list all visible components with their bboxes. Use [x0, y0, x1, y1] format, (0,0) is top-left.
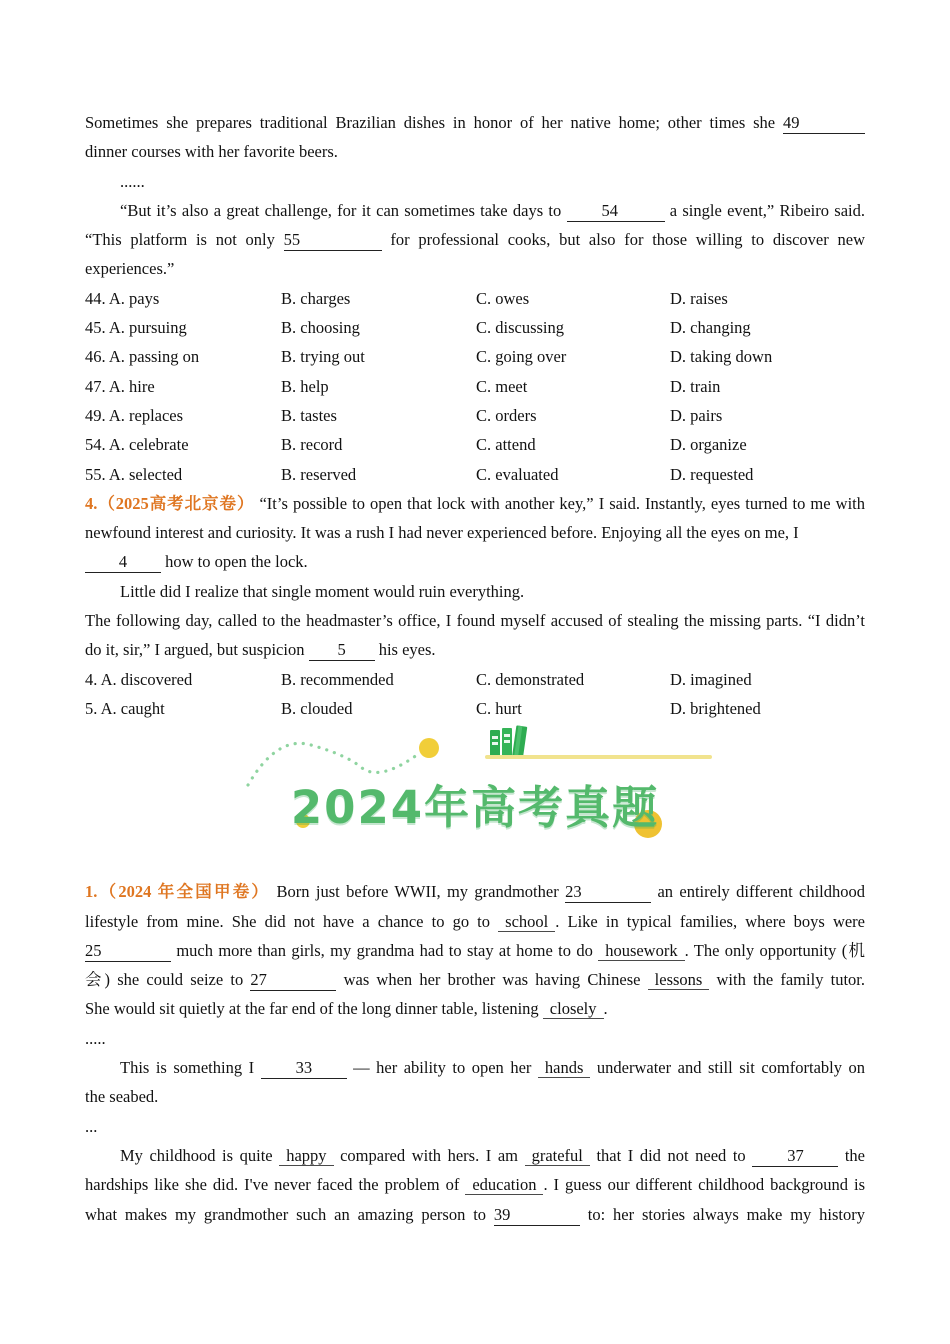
text-run: newfound interest and curiosity. It was a rush I had never experienced before. Enjoying all the eyes on me, I	[85, 523, 799, 543]
text-run: with the family tutor.	[709, 970, 865, 990]
document-body	[85, 108, 865, 1229]
text-line	[85, 606, 865, 635]
text-line	[85, 1053, 865, 1082]
text-line	[85, 877, 865, 906]
blank-23: 23	[565, 880, 651, 903]
option-cell: B. choosing	[281, 318, 360, 338]
text-run: . I guess our different childhood background is	[543, 1175, 865, 1195]
highlight-line	[485, 755, 712, 759]
option-cell: B. tastes	[281, 405, 337, 425]
text-run: underwater and still sit comfortably on	[590, 1058, 865, 1078]
blank-54: 54	[567, 199, 665, 222]
option-cell: D. raises	[670, 288, 728, 308]
text-run: an entirely different childhood	[651, 882, 865, 902]
text-line	[85, 577, 865, 606]
blank-37: 37	[752, 1144, 838, 1167]
text-run: hardships like she did. I've never faced the problem of	[85, 1175, 466, 1195]
text-line	[85, 108, 865, 137]
text-run: how to open the lock.	[161, 552, 308, 572]
option-cell: 55. A. selected	[85, 464, 183, 484]
text-run: She would sit quietly at the far end of the long dinner table, listening	[85, 999, 543, 1019]
option-cell: 45. A. pursuing	[85, 318, 187, 338]
text-line	[85, 936, 865, 965]
filled-answer: housework	[598, 941, 684, 961]
option-cell: D. organize	[670, 435, 747, 455]
option-cell: B. help	[281, 376, 329, 396]
text-run: his eyes.	[374, 640, 436, 660]
filled-answer: hands	[538, 1058, 591, 1078]
option-cell: 47. A. hire	[85, 376, 155, 396]
options-row	[85, 284, 865, 313]
filled-answer: closely	[543, 999, 604, 1019]
text-run: Little did I realize that single moment would ruin everything.	[120, 581, 525, 601]
option-cell: D. taking down	[670, 347, 773, 367]
text-run: that I did not need to	[589, 1145, 753, 1165]
text-line	[85, 1141, 865, 1170]
option-cell: 54. A. celebrate	[85, 435, 189, 455]
filled-answer: lessons	[648, 970, 710, 990]
text-line	[85, 907, 865, 936]
text-line	[85, 635, 865, 664]
text-run: . The only opportunity (机	[684, 940, 865, 960]
options-row	[85, 401, 865, 430]
text-run: the seabed.	[85, 1087, 159, 1107]
blank-4: 4	[85, 550, 161, 573]
blank-33: 33	[261, 1056, 347, 1079]
option-cell: 49. A. replaces	[85, 405, 184, 425]
banner-title: 2024年高考真题	[290, 781, 660, 835]
options-row	[85, 313, 865, 342]
blank-25: 25	[85, 939, 171, 962]
option-cell: D. pairs	[670, 405, 723, 425]
option-cell: D. train	[670, 376, 721, 396]
options-row	[85, 342, 865, 371]
text-line	[85, 254, 865, 283]
text-line	[85, 1112, 865, 1141]
text-run: ......	[120, 171, 145, 191]
text-run: for professional cooks, but also for those willing to discover new	[381, 230, 865, 250]
filled-answer: grateful	[525, 1146, 590, 1166]
text-line	[85, 167, 865, 196]
text-run: dinner courses with her favorite beers.	[85, 142, 338, 162]
text-line	[85, 994, 865, 1023]
text-run: Sometimes she prepares traditional Brazilian dishes in honor of her native home; other times she	[85, 113, 783, 132]
options-row	[85, 372, 865, 401]
option-cell: D. changing	[670, 318, 751, 338]
text-run: .....	[85, 1028, 106, 1048]
option-cell: C. demonstrated	[476, 669, 585, 689]
text-run: experiences.”	[85, 259, 175, 279]
text-run: Born just before WWII, my grandmother	[270, 882, 566, 902]
option-cell: C. going over	[476, 347, 567, 367]
text-line	[85, 1082, 865, 1111]
text-line	[85, 1170, 865, 1199]
text-run: compared with hers. I am	[333, 1145, 525, 1165]
option-cell: C. owes	[476, 288, 530, 308]
text-run: much more than girls, my grandma had to stay at home to do	[171, 940, 599, 960]
year-banner	[85, 723, 865, 877]
text-run: “It’s possible to open that lock with another key,” I said. Instantly, eyes turned to me with	[254, 493, 865, 513]
blank-27: 27	[250, 968, 336, 991]
yellow-dot-icon	[419, 738, 439, 758]
blank-5: 5	[309, 638, 375, 661]
options-row	[85, 694, 865, 723]
text-run: . Like in typical families, where boys were	[555, 911, 865, 931]
blank-55: 55	[284, 228, 382, 251]
text-line	[85, 1024, 865, 1053]
text-run: ...	[85, 1116, 98, 1136]
filled-answer: school	[498, 912, 555, 932]
option-cell: B. trying out	[281, 347, 365, 367]
text-run: This is something I	[120, 1058, 261, 1078]
text-line	[85, 965, 865, 994]
options-row	[85, 665, 865, 694]
option-cell: B. reserved	[281, 464, 357, 484]
text-run: The following day, called to the headmaster’s office, I found myself accused of stealing the missing parts. “I didn’t	[85, 611, 865, 631]
filled-answer: happy	[279, 1146, 333, 1166]
text-line	[85, 547, 865, 576]
text-run: .	[603, 999, 608, 1019]
text-line	[85, 196, 865, 225]
option-cell: B. record	[281, 435, 343, 455]
option-cell: 44. A. pays	[85, 288, 160, 308]
options-row	[85, 460, 865, 489]
option-cell: 46. A. passing on	[85, 347, 200, 367]
option-cell: B. clouded	[281, 698, 353, 718]
text-run: lifestyle from mine. She did not have a chance to go to	[85, 911, 499, 931]
text-line	[85, 137, 865, 166]
option-cell: B. charges	[281, 288, 351, 308]
filled-answer: education	[465, 1175, 543, 1195]
option-cell: C. hurt	[476, 698, 522, 718]
option-cell: C. orders	[476, 405, 537, 425]
section-header: 4.（2025高考北京卷）	[85, 493, 255, 513]
text-run: do it, sir,” I argued, but suspicion	[85, 640, 309, 660]
text-run: My childhood is quite	[120, 1145, 280, 1165]
text-run: “This platform is not only	[85, 230, 284, 250]
section-header: 1.（2024 年全国甲卷）	[85, 882, 271, 902]
blank-49: 49	[783, 111, 865, 134]
options-row	[85, 430, 865, 459]
text-run: what makes my grandmother such an amazing person to	[85, 1204, 494, 1224]
exam-section-2025	[85, 108, 865, 723]
exam-section-2024	[85, 877, 865, 1229]
option-cell: C. evaluated	[476, 464, 559, 484]
text-line	[85, 489, 865, 518]
books-icon	[490, 726, 527, 759]
option-cell: 5. A. caught	[85, 698, 165, 718]
text-run: to: her stories always make my history	[579, 1204, 865, 1224]
text-run: — her ability to open her	[346, 1058, 538, 1078]
option-cell: D. imagined	[670, 669, 752, 689]
text-run: the	[838, 1145, 865, 1165]
option-cell: B. recommended	[281, 669, 394, 689]
option-cell: D. requested	[670, 464, 754, 484]
option-cell: C. attend	[476, 435, 536, 455]
text-run: 会) she could seize to	[85, 970, 251, 990]
option-cell: C. meet	[476, 376, 528, 396]
text-run: was when her brother was having Chinese	[336, 970, 648, 990]
text-line	[85, 518, 865, 547]
blank-39: 39	[494, 1203, 580, 1226]
text-run: a single event,” Ribeiro said.	[664, 200, 865, 220]
option-cell: C. discussing	[476, 318, 565, 338]
option-cell: D. brightened	[670, 698, 761, 718]
option-cell: 4. A. discovered	[85, 669, 193, 689]
text-line	[85, 1200, 865, 1229]
text-line	[85, 225, 865, 254]
text-run: “But it’s also a great challenge, for it can sometimes take days to	[120, 200, 567, 220]
